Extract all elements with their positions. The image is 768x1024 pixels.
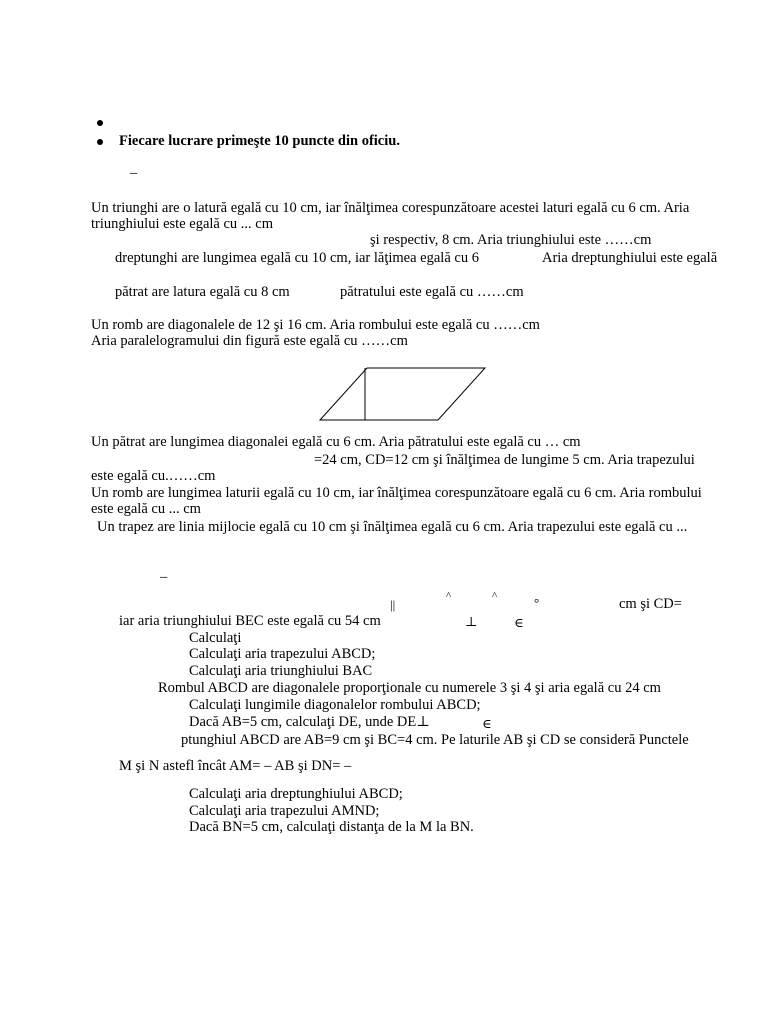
bullet-2-text: Fiecare lucrare primeşte 10 puncte din oficiu. bbox=[119, 133, 400, 149]
problem-3-part-2: Aria dreptunghiului este egală bbox=[542, 250, 718, 266]
problem-5: Un romb are diagonalele de 12 şi 16 cm. Aria rombului este egală cu ……cm bbox=[91, 317, 540, 333]
exercise-2-a: Calculaţi lungimile diagonalelor rombului ABCD; bbox=[189, 697, 481, 713]
problem-2-line-1: şi respectiv, 8 cm. Aria triunghiului este ……cm bbox=[370, 232, 652, 248]
dash-2: – bbox=[160, 569, 168, 585]
degree-symbol: ° bbox=[534, 595, 540, 610]
parallel-symbol: || bbox=[390, 597, 396, 612]
problem-8-line-2: este egală cu.……cm bbox=[91, 468, 216, 484]
problem-4-part-2: pătratului este egală cu ……cm bbox=[340, 284, 524, 300]
problem-6: Aria paralelogramului din figură este egală cu ……cm bbox=[91, 333, 408, 349]
exercise-2-intro: Rombul ABCD are diagonalele proporţionale cu numerele 3 şi 4 şi aria egală cu 24 cm bbox=[158, 680, 661, 696]
bullet-1 bbox=[97, 120, 103, 126]
parallelogram-figure bbox=[318, 365, 488, 423]
element-of-symbol: ∈ bbox=[514, 615, 524, 630]
problem-8-line-1: =24 cm, CD=12 cm şi înălţimea de lungime 5 cm. Aria trapezului bbox=[314, 452, 695, 468]
exercise-3-intro: ptunghiul ABCD are AB=9 cm şi BC=4 cm. Pe laturile AB şi CD se consideră Punctele bbox=[181, 732, 689, 748]
problem-9-line-2: este egală cu ... cm bbox=[91, 501, 201, 517]
problem-9-line-1: Un romb are lungimea laturii egală cu 10 cm, iar înălţimea corespunzătoare egală cu 6 cm. Aria rombului bbox=[91, 485, 702, 501]
problem-3-part-1: dreptunghi are lungimea egală cu 10 cm, iar lăţimea egală cu 6 bbox=[115, 250, 479, 266]
bullet-2 bbox=[97, 139, 103, 145]
exercise-1-a: Calculaţi bbox=[189, 630, 242, 646]
parallelogram-shape bbox=[320, 368, 485, 420]
aria-bec-text: iar aria triunghiului BEC este egală cu 54 cm bbox=[119, 613, 381, 629]
cm-cd-text: cm şi CD= bbox=[619, 596, 682, 612]
exercise-2-b: Dacă AB=5 cm, calculaţi DE, unde DE⊥ bbox=[189, 714, 430, 730]
problem-10: Un trapez are linia mijlocie egală cu 10 cm şi înălţimea egală cu 6 cm. Aria trapezului este egală cu ... bbox=[97, 519, 688, 535]
exercise-3-line-2: M şi N astefl încât AM= – AB şi DN= – bbox=[119, 758, 352, 774]
exercise-3-b: Calculaţi aria trapezului AMND; bbox=[189, 803, 380, 819]
perpendicular-symbol: ⊥ bbox=[465, 614, 478, 629]
problem-7: Un pătrat are lungimea diagonalei egală cu 6 cm. Aria pătratului este egală cu … cm bbox=[91, 434, 581, 450]
problem-4-part-1: pătrat are latura egală cu 8 cm bbox=[115, 284, 290, 300]
exercise-3-c: Dacă BN=5 cm, calculaţi distanţa de la M la BN. bbox=[189, 819, 474, 835]
exercise-1-b: Calculaţi aria trapezului ABCD; bbox=[189, 646, 376, 662]
angle-hat-2: ^ bbox=[492, 590, 498, 602]
dash-1: – bbox=[130, 165, 138, 181]
exercise-1-c: Calculaţi aria triunghiului BAC bbox=[189, 663, 373, 679]
problem-1-line-1: Un triunghi are o latură egală cu 10 cm, iar înălţimea corespunzătoare acestei laturi egală cu 6 cm. Aria bbox=[91, 200, 690, 216]
exercise-3-a: Calculaţi aria dreptunghiului ABCD; bbox=[189, 786, 403, 802]
exercise-2-element-of-symbol: ∈ bbox=[482, 716, 492, 731]
problem-1-line-2: triunghiului este egală cu ... cm bbox=[91, 216, 274, 232]
angle-hat-1: ^ bbox=[446, 590, 452, 602]
